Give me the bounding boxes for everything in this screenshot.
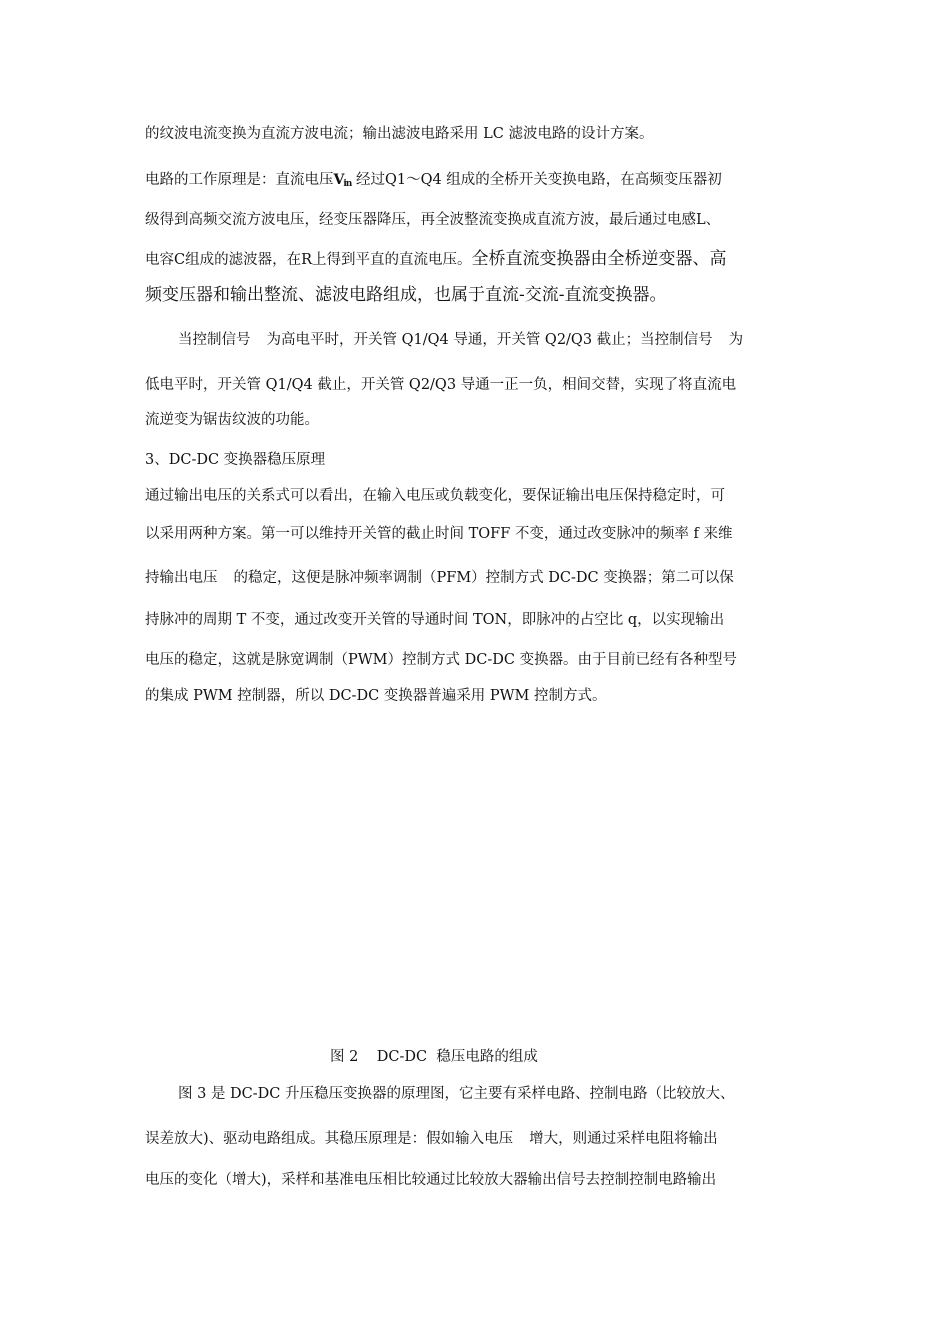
paragraph-2-line-4 xyxy=(145,285,667,305)
paragraph-3-line-2 xyxy=(145,375,736,395)
text: 持输出电压 xyxy=(145,570,218,586)
text: 电压的变化（增大)，采样和基准电压相比较通过比较放大器输出信号去控制控制电路输出 xyxy=(145,1172,717,1188)
text: 的纹波电流变换为直流方波电流；输出滤波电路采用 LC 滤波电路的设计方案。 xyxy=(145,126,654,142)
text: 低电平时，开关管 Q1/Q4 截止，开关管 Q2/Q3 导通一正一负，相间交替，实现了将直流电 xyxy=(145,377,737,393)
text: 电容C组成的滤波器，在R上得到平直的直流电压。 xyxy=(145,252,472,268)
paragraph-3-line-1 xyxy=(178,330,743,350)
text: 为高电平时，开关管 Q1/Q4 导通，开关管 Q2/Q3 截止；当控制信号 xyxy=(266,332,713,348)
text: 以采用两种方案。第一可以维持开关管的截止时间 TOFF 不变，通过改变脉冲的频率 f 来维 xyxy=(145,526,733,542)
figure-caption xyxy=(330,1047,538,1067)
text: 全桥直流变换器由全桥逆变器、高 xyxy=(471,249,727,269)
paragraph-5-line-1 xyxy=(178,1084,735,1104)
paragraph-2-line-2 xyxy=(145,210,720,230)
text: 图 2 DC-DC 稳压电路的组成 xyxy=(330,1049,538,1065)
text: 3、DC-DC 变换器稳压原理 xyxy=(145,452,326,468)
text: 流逆变为锯齿纹波的功能。 xyxy=(145,412,319,428)
paragraph-4-line-6 xyxy=(145,686,607,706)
text: 频变压器和输出整流、滤波电路组成，也属于直流-交流-直流变换器。 xyxy=(145,285,667,305)
text: 的集成 PWM 控制器，所以 DC-DC 变换器普遍采用 PWM 控制方式。 xyxy=(145,688,607,704)
paragraph-2-line-1 xyxy=(145,170,722,194)
section-heading xyxy=(145,450,325,470)
paragraph-2-line-3 xyxy=(145,249,727,270)
text: 电压的稳定，这就是脉宽调制（PWM）控制方式 DC-DC 变换器。由于目前已经有各种型号 xyxy=(145,652,738,668)
text: 图 3 是 DC-DC 升压稳压变换器的原理图，它主要有采样电路、控制电路（比较放大、 xyxy=(178,1086,735,1102)
paragraph-5-line-3 xyxy=(145,1170,716,1190)
paragraph-4-line-3 xyxy=(145,568,734,588)
paragraph-4-line-2 xyxy=(145,524,732,544)
text: 通过输出电压的关系式可以看出，在输入电压或负载变化，要保证输出电压保持稳定时，可 xyxy=(145,488,725,504)
text: 为 xyxy=(728,332,744,348)
text: 增大，则通过采样电阻将输出 xyxy=(529,1131,718,1147)
paragraph-5-line-2 xyxy=(145,1129,718,1149)
text: 误差放大)、驱动电路组成。其稳压原理是：假如输入电压 xyxy=(145,1131,514,1147)
vin-symbol: $V_{in}$ xyxy=(333,172,352,189)
paragraph-1-line-1 xyxy=(145,124,653,144)
paragraph-3-line-3 xyxy=(145,410,319,430)
text: 当控制信号 xyxy=(178,332,251,348)
text: 经过Q1～Q4 组成的全桥开关变换电路，在高频变压器初 xyxy=(351,172,722,188)
text: 级得到高频交流方波电压，经变压器降压，再全波整流变换成直流方波，最后通过电感L、 xyxy=(145,212,721,228)
text: 的稳定，这便是脉冲频率调制（PFM）控制方式 DC-DC 变换器；第二可以保 xyxy=(233,570,734,586)
text: 持脉冲的周期 T 不变，通过改变开关管的导通时间 TON，即脉冲的占空比 q，以实现输出 xyxy=(145,612,725,628)
text: 电路的工作原理是：直流电压 xyxy=(145,172,334,188)
paragraph-4-line-4 xyxy=(145,610,724,630)
paragraph-4-line-1 xyxy=(145,486,725,506)
paragraph-4-line-5 xyxy=(145,650,737,670)
